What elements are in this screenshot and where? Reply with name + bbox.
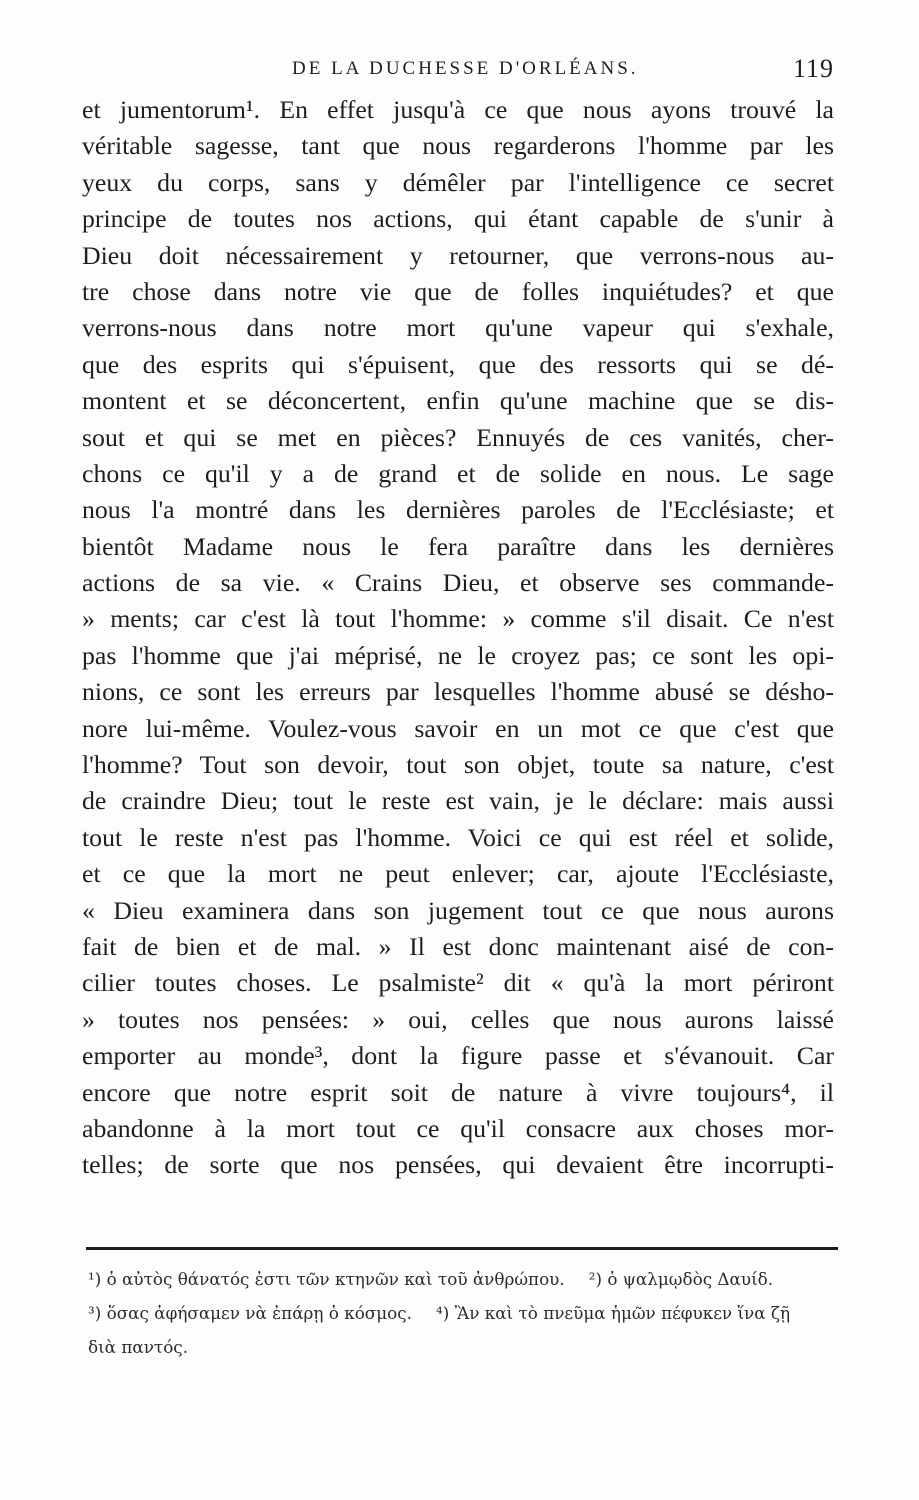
footnote-4-continuation: διὰ παντός. — [88, 1337, 189, 1357]
footnotes — [88, 1262, 836, 1364]
text-line: tout le reste n'est pas l'homme. Voici ce qui est réel et solide, — [82, 822, 834, 852]
text-line: montent et se déconcertent, enfin qu'une machine que se dis- — [82, 386, 834, 416]
footnote-rule — [86, 1247, 838, 1250]
text-line: abandonne à la mort tout ce qu'il consacre aux choses mor- — [82, 1113, 834, 1143]
text-line: cilier toutes choses. Le psalmiste² dit « qu'à la mort périront — [82, 968, 834, 998]
page-header — [82, 52, 834, 92]
text-line: nore lui-même. Voulez-vous savoir en un mot ce que c'est que — [82, 713, 834, 743]
text-line: telles; de sorte que nos pensées, qui devaient être incorrupti- — [82, 1150, 834, 1180]
text-line: fait de bien et de mal. » Il est donc maintenant aisé de con- — [82, 931, 834, 961]
body-text — [82, 92, 834, 1184]
text-line: et jumentorum¹. En effet jusqu'à ce que nous ayons trouvé la — [82, 95, 834, 124]
text-line: yeux du corps, sans y démêler par l'intelligence ce secret — [82, 167, 834, 197]
footnote-line — [88, 1296, 836, 1330]
text-line: principe de toutes nos actions, qui étant capable de s'unir à — [82, 204, 834, 234]
text-line: verrons-nous dans notre mort qu'une vapeur qui s'exhale, — [82, 313, 834, 343]
text-line: chons ce qu'il y a de grand et de solide en nous. Le sage — [82, 458, 834, 488]
text-line: Dieu doit nécessairement y retourner, que verrons-nous au- — [82, 240, 834, 270]
text-line: et ce que la mort ne peut enlever; car, ajoute l'Ecclésiaste, — [82, 859, 834, 889]
text-line: emporter au monde³, dont la figure passe et s'évanouit. Car — [82, 1041, 834, 1071]
text-line: nous l'a montré dans les dernières paroles de l'Ecclésiaste; et — [82, 495, 834, 525]
text-line: nions, ce sont les erreurs par lesquelles l'homme abusé se désho- — [82, 677, 834, 707]
footnote-2: ²) ὁ ψαλμῳδὸς Δαυίδ. — [588, 1269, 774, 1289]
text-line: sout et qui se met en pièces? Ennuyés de ces vanités, cher- — [82, 422, 834, 452]
text-line: « Dieu examinera dans son jugement tout ce que nous aurons — [82, 895, 834, 925]
text-line: » toutes nos pensées: » oui, celles que nous aurons laissé — [82, 1004, 834, 1034]
text-line: véritable sagesse, tant que nous regarderons l'homme par les — [82, 131, 834, 161]
text-line: » ments; car c'est là tout l'homme: » comme s'il disait. Ce n'est — [82, 604, 834, 634]
text-line: encore que notre esprit soit de nature à vivre toujours⁴, il — [82, 1077, 834, 1107]
text-line: l'homme? Tout son devoir, tout son objet, toute sa nature, c'est — [82, 750, 834, 780]
page-number: 119 — [792, 54, 834, 83]
footnote-4: ⁴) Ἂν καὶ τὸ πνεῦμα ἡμῶν πέφυκεν ἵνα ζῇ — [436, 1303, 791, 1323]
text-line: tre chose dans notre vie que de folles inquiétudes? et que — [82, 276, 834, 306]
text-line: bientôt Madame nous le fera paraître dans les dernières — [82, 531, 834, 561]
running-head: DE LA DUCHESSE D'ORLÉANS. — [292, 58, 639, 79]
text-line: que des esprits qui s'épuisent, que des ressorts qui se dé- — [82, 349, 834, 379]
footnote-1: ¹) ὁ αὐτὸς θάνατός ἐστι τῶν κτηνῶν καὶ τοῦ ἀνθρώπου. — [88, 1269, 565, 1289]
footnote-3: ³) ὅσας ἀφήσαμεν νὰ ἐπάρῃ ὁ κόσμος. — [88, 1303, 413, 1323]
text-line: de craindre Dieu; tout le reste est vain, je le déclare: mais aussi — [82, 786, 834, 816]
text-line: pas l'homme que j'ai méprisé, ne le croyez pas; ce sont les opi- — [82, 640, 834, 670]
footnote-line — [88, 1262, 836, 1296]
text-line: actions de sa vie. « Crains Dieu, et observe ses commande- — [82, 568, 834, 598]
